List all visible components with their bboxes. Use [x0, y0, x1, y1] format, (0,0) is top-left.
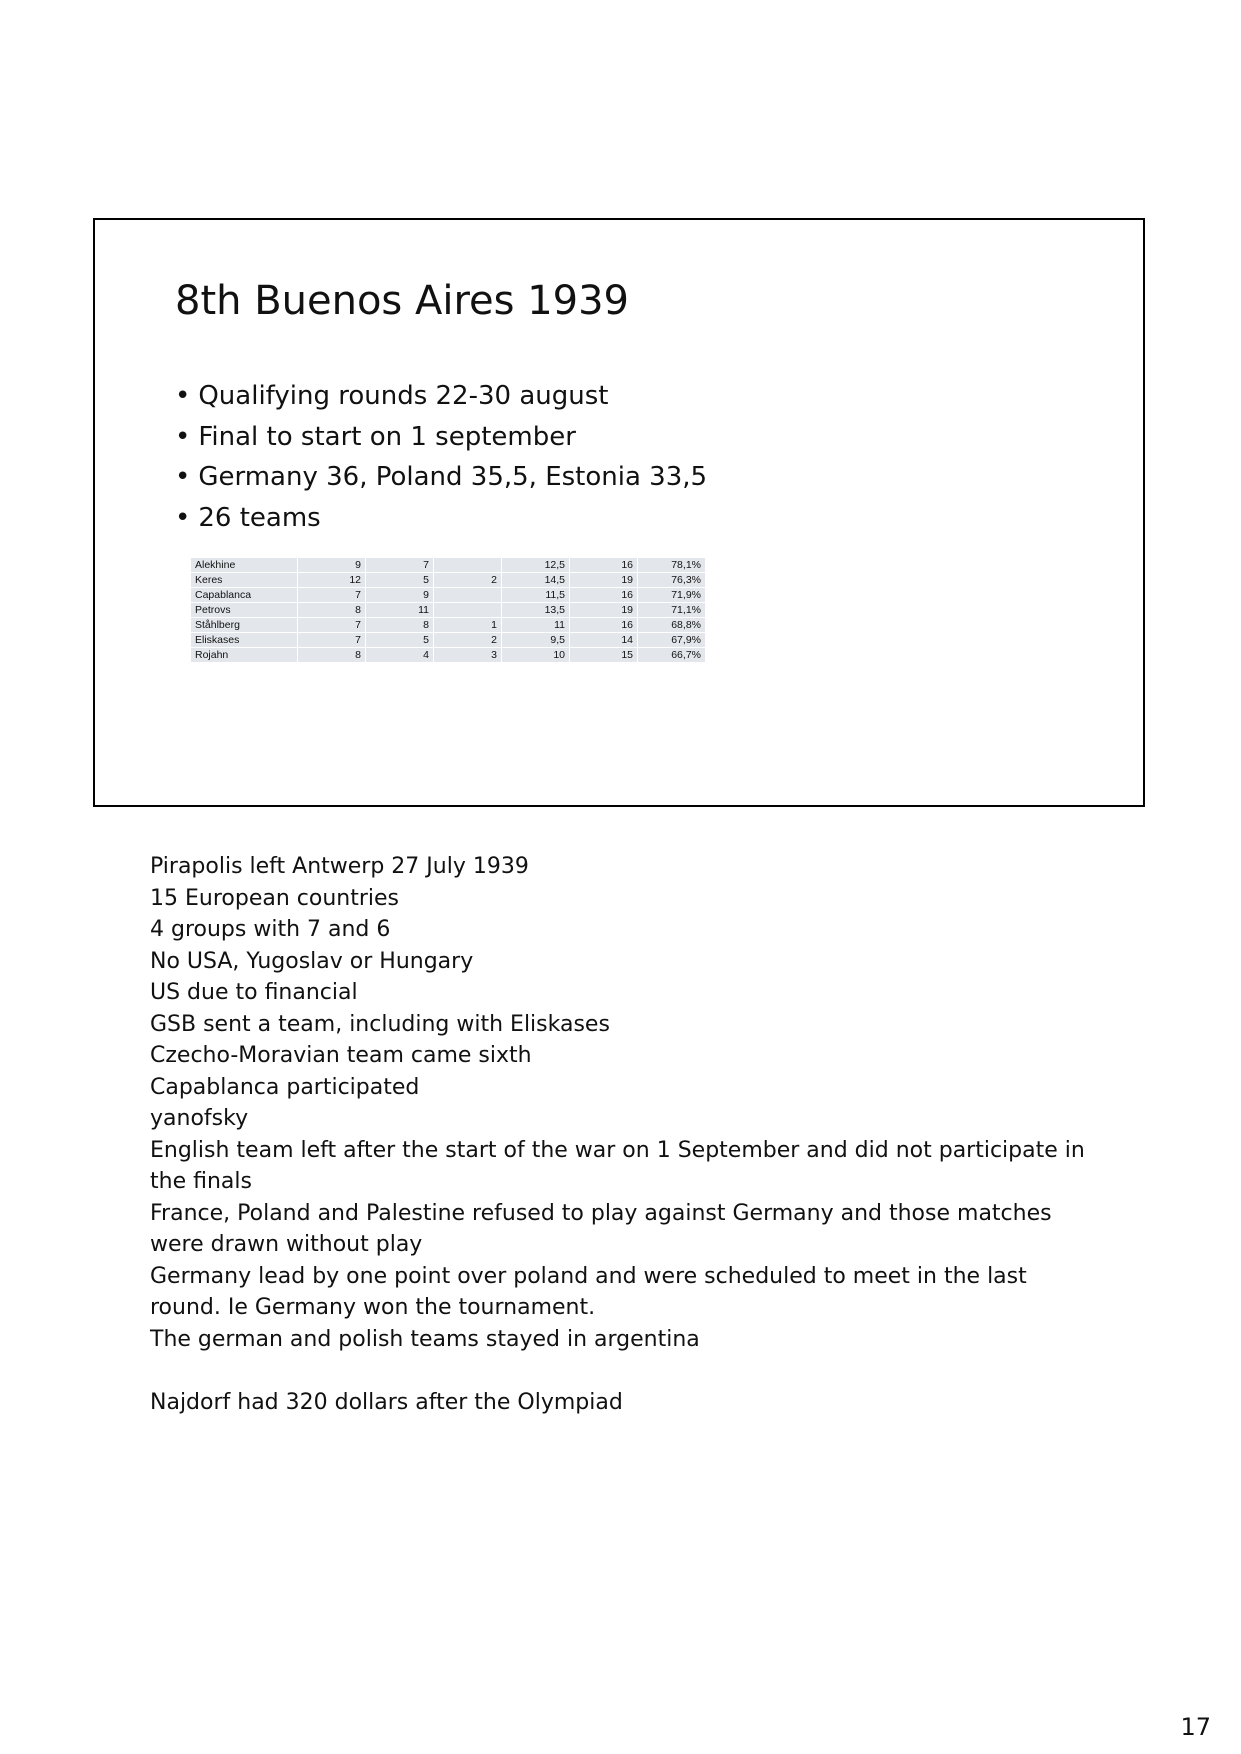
- table-cell: 2: [434, 573, 502, 588]
- table-cell: 3: [434, 648, 502, 663]
- table-cell: 19: [570, 573, 638, 588]
- table-cell: [434, 588, 502, 603]
- table-row: [191, 618, 706, 633]
- table-cell: 15: [570, 648, 638, 663]
- table-row: [191, 603, 706, 618]
- table-row: [191, 573, 706, 588]
- table-cell: [434, 558, 502, 573]
- table-cell: 67,9%: [638, 633, 706, 648]
- table-cell: 11: [366, 603, 434, 618]
- table-row: [191, 633, 706, 648]
- table-cell: 12,5: [502, 558, 570, 573]
- table-cell: 16: [570, 558, 638, 573]
- table-cell: 16: [570, 618, 638, 633]
- table-cell: 1: [434, 618, 502, 633]
- table-cell: 71,9%: [638, 588, 706, 603]
- table-cell: 5: [366, 633, 434, 648]
- table-row: [191, 558, 706, 573]
- note-line: 15 European countries: [150, 885, 399, 911]
- table-cell: 11,5: [502, 588, 570, 603]
- table-cell: 16: [570, 588, 638, 603]
- table-cell: 2: [434, 633, 502, 648]
- note-line: The german and polish teams stayed in argentina: [150, 1326, 700, 1352]
- table-cell: 7: [298, 633, 366, 648]
- table-cell: 4: [366, 648, 434, 663]
- slide-frame: [93, 218, 1145, 807]
- note-line: English team left after the start of the war on 1 September and did not participate in the finals: [150, 1137, 1085, 1194]
- speaker-notes: [150, 851, 1100, 1418]
- player-name-cell: Capablanca: [191, 588, 298, 603]
- table-cell: 78,1%: [638, 558, 706, 573]
- player-name-cell: Rojahn: [191, 648, 298, 663]
- table-cell: 76,3%: [638, 573, 706, 588]
- note-line: Capablanca participated: [150, 1074, 420, 1100]
- note-line: GSB sent a team, including with Eliskases: [150, 1011, 610, 1037]
- table-cell: 7: [298, 618, 366, 633]
- note-line: US due to financial: [150, 980, 358, 1005]
- table-cell: 7: [366, 558, 434, 573]
- slide-bullet-list: [175, 376, 707, 538]
- player-name-cell: Petrovs: [191, 603, 298, 618]
- table-cell: 11: [502, 618, 570, 633]
- table-cell: 14,5: [502, 573, 570, 588]
- table-cell: 5: [366, 573, 434, 588]
- bullet-item: • Germany 36, Poland 35,5, Estonia 33,5: [175, 457, 707, 498]
- table-cell: 10: [502, 648, 570, 663]
- table-cell: 8: [366, 618, 434, 633]
- player-results-table: [190, 557, 706, 663]
- table-cell: 19: [570, 603, 638, 618]
- table-cell: 13,5: [502, 603, 570, 618]
- note-line: France, Poland and Palestine refused to play against Germany and those matches were drawn without play: [150, 1200, 1052, 1257]
- note-line: No USA, Yugoslav or Hungary: [150, 948, 474, 974]
- table-cell: 8: [298, 648, 366, 663]
- table-cell: 66,7%: [638, 648, 706, 663]
- table-cell: 14: [570, 633, 638, 648]
- player-name-cell: Ståhlberg: [191, 618, 298, 633]
- slide-title: 8th Buenos Aires 1939: [175, 278, 629, 324]
- table-cell: 7: [298, 588, 366, 603]
- table-cell: 9: [298, 558, 366, 573]
- bullet-item: • Final to start on 1 september: [175, 417, 707, 458]
- note-line: Czecho-Moravian team came sixth: [150, 1043, 532, 1068]
- player-name-cell: Keres: [191, 573, 298, 588]
- note-line: Pirapolis left Antwerp 27 July 1939: [150, 854, 529, 879]
- player-name-cell: Alekhine: [191, 558, 298, 573]
- table-cell: [434, 603, 502, 618]
- page-number: 17: [1180, 1713, 1211, 1741]
- note-line: Najdorf had 320 dollars after the Olympiad: [150, 1389, 623, 1415]
- table-cell: 68,8%: [638, 618, 706, 633]
- table-row: [191, 648, 706, 663]
- player-name-cell: Eliskases: [191, 633, 298, 648]
- note-line: yanofsky: [150, 1106, 249, 1131]
- table-cell: 12: [298, 573, 366, 588]
- note-line: Germany lead by one point over poland and were scheduled to meet in the last round. Ie Germany won the tournament.: [150, 1263, 1027, 1320]
- note-line: 4 groups with 7 and 6: [150, 917, 391, 942]
- bullet-item: • 26 teams: [175, 498, 707, 539]
- table-cell: 71,1%: [638, 603, 706, 618]
- table-cell: 9: [366, 588, 434, 603]
- table-cell: 8: [298, 603, 366, 618]
- table-row: [191, 588, 706, 603]
- bullet-item: • Qualifying rounds 22-30 august: [175, 376, 707, 417]
- table-cell: 9,5: [502, 633, 570, 648]
